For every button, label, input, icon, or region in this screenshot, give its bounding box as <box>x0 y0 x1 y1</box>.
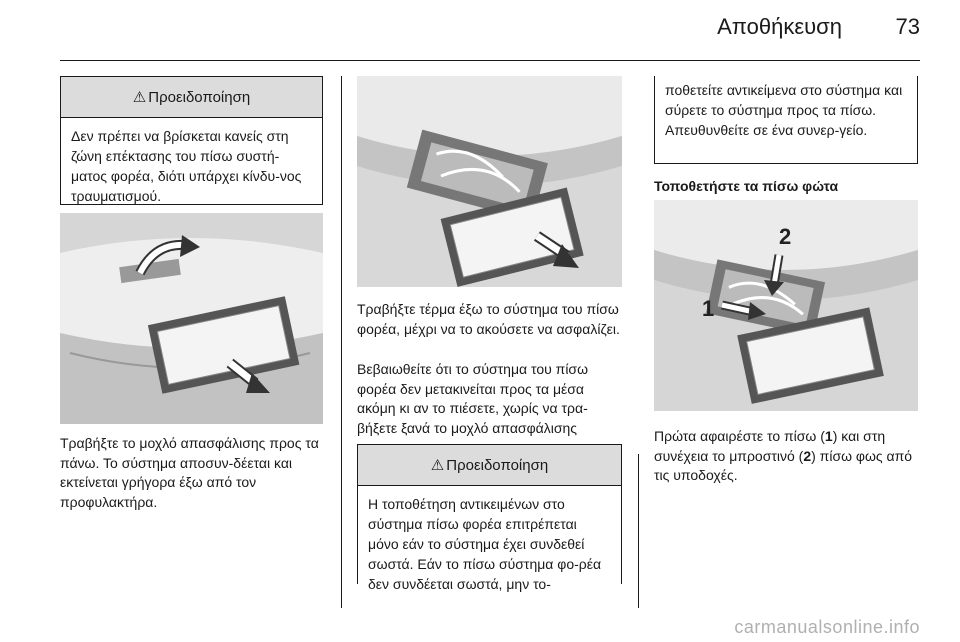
figure-rear-lights <box>654 200 918 411</box>
header-rule <box>60 60 920 61</box>
caption-part-a: Πρώτα αφαιρέστε το πίσω ( <box>654 428 825 444</box>
warning-header <box>358 445 621 486</box>
paragraph-check-locked: Βεβαιωθείτε ότι το σύστημα του πίσω φορέα δεν μετακινείται προς τα μέσα ακόμη κι αν το πιέσετε, χωρίς να τρα-βήξετε ξανά το μοχλό απασφάλισης <box>357 361 588 436</box>
figure-pull-out-carrier <box>357 76 622 287</box>
watermark: carmanualsonline.info <box>734 617 920 637</box>
warning-triangle-icon: ⚠ <box>430 457 445 474</box>
figure-release-lever <box>60 213 323 424</box>
caption-rear-lights <box>654 427 920 486</box>
callout-2: 2 <box>779 224 792 249</box>
warning-header <box>61 77 322 118</box>
warning-box-1 <box>60 76 323 205</box>
page-number: 73 <box>895 14 920 39</box>
page-title: Αποθήκευση <box>717 14 842 39</box>
caption-ref-2: 2 <box>803 447 812 464</box>
warning-text: Δεν πρέπει να βρίσκεται κανείς στη ζώνη επέκτασης του πίσω συστή-ματος φορέα, διότι υπάρχει κίνδυ-νος τραυματισμού. <box>71 128 302 204</box>
warning-title: Προειδοποίηση <box>446 456 549 474</box>
column-divider-2 <box>638 454 639 608</box>
warning-box-continued <box>654 76 918 164</box>
caption-release-lever: Τραβήξτε το μοχλό απασφάλισης προς τα πάνω. Το σύστημα αποσυν-δέεται και εκτείνεται γρήγορα έξω από τον προφυλακτήρα. <box>60 435 319 510</box>
warning-text-continued: ποθετείτε αντικείμενα στο σύστημα και σύρετε το σύστημα προς τα πίσω. Απευθυνθείτε σε ένα συνερ-γείο. <box>665 82 903 138</box>
paragraph-pull-out: Τραβήξτε τέρμα έξω το σύστημα του πίσω φορέα, μέχρι να το ακούσετε να ασφαλίζει. <box>357 301 620 337</box>
warning-box-2 <box>357 444 622 592</box>
caption-part-c: ) και στη συνέχεια το μπροστινό ( <box>654 428 886 464</box>
warning-title: Προειδοποίηση <box>148 88 251 106</box>
warning-triangle-icon: ⚠ <box>132 89 147 106</box>
section-heading: Τοποθετήστε τα πίσω φώτα <box>654 178 839 194</box>
callout-1: 1 <box>702 296 715 321</box>
warning-text: Η τοποθέτηση αντικειμένων στο σύστημα πίσω φορέα επιτρέπεται μόνο εάν το σύστημα έχει συνδεθεί σωστά. Εάν το πίσω σύστημα φο-ρέα δεν συνδέεται σωστά, μην το- <box>368 496 602 592</box>
caption-part-d: ) πίσω φως από τις υποδοχές. <box>654 447 913 483</box>
column-divider-1 <box>341 76 342 608</box>
caption-ref-1: 1 <box>824 428 833 444</box>
